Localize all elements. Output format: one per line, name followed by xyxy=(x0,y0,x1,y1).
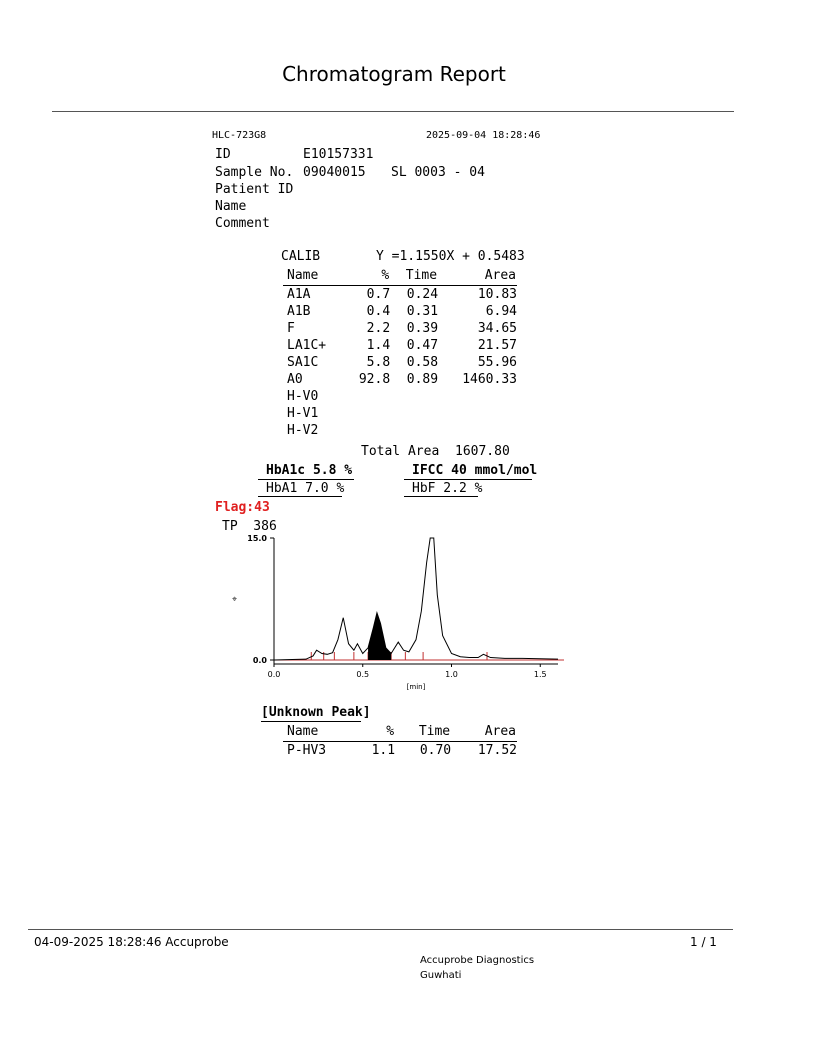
unknown-peak-title: [Unknown Peak] xyxy=(261,705,371,720)
cell-area: 21.57 xyxy=(477,338,517,353)
page-title: Chromatogram Report xyxy=(282,62,506,86)
footer-lab-city: Guwhati xyxy=(420,970,462,981)
footer-page: 1 / 1 xyxy=(690,935,717,949)
x-tick-label: 0.0 xyxy=(267,670,281,679)
table.row-row xyxy=(283,286,517,304)
table.row-row xyxy=(283,388,517,405)
cell-pct: 0.7 xyxy=(366,287,391,302)
field-sample-extra: SL 0003 - 04 xyxy=(391,165,485,180)
cell-time: 0.24 xyxy=(406,287,439,302)
footer-left: 04-09-2025 18:28:46 Accuprobe xyxy=(34,935,229,949)
hba1-result: HbA1 7.0 % xyxy=(266,481,345,496)
field-comment-label: Comment xyxy=(215,216,270,231)
calib-equation: Y =1.1550X + 0.5483 xyxy=(376,249,525,264)
cell-time: 0.31 xyxy=(406,304,439,319)
footer-lab-name: Accuprobe Diagnostics xyxy=(420,955,535,966)
col-time: Time xyxy=(405,268,438,283)
cell-name: H-V1 xyxy=(287,406,319,421)
table.row-row xyxy=(283,337,517,354)
cell-pct: 1.1 xyxy=(371,743,396,758)
cell-area: 34.65 xyxy=(477,321,517,336)
chromatogram-chart xyxy=(230,530,570,695)
flag-text: Flag:43 xyxy=(215,500,270,515)
table.row-row xyxy=(283,405,517,422)
cell-time: 0.47 xyxy=(406,338,439,353)
table.row-row xyxy=(283,422,517,439)
top-divider xyxy=(52,111,734,112)
table.row-row xyxy=(283,354,517,371)
total-area-value: 1607.80 xyxy=(455,444,510,459)
cell-pct: 1.4 xyxy=(366,338,391,353)
cell-name: SA1C xyxy=(287,355,319,370)
cell-time xyxy=(390,388,438,405)
cell-pct xyxy=(345,388,390,405)
col-pct: % xyxy=(381,268,390,283)
cell-name: A1A xyxy=(287,287,311,302)
table.row-row xyxy=(283,371,517,388)
hba1c-underline xyxy=(258,479,354,480)
cell-name: P-HV3 xyxy=(287,743,327,758)
cell-time: 0.39 xyxy=(406,321,439,336)
ifcc-underline xyxy=(404,479,532,480)
cell-pct xyxy=(345,405,390,422)
tp-value: TP 386 xyxy=(222,519,277,534)
total-area-label: Total Area xyxy=(361,444,440,459)
y-axis-icon: ⌖ xyxy=(232,595,238,605)
cell-area xyxy=(438,405,517,422)
bottom-divider xyxy=(28,929,733,930)
cell-name: LA1C+ xyxy=(287,338,327,353)
cell-area: 55.96 xyxy=(477,355,517,370)
cell-time: 0.58 xyxy=(406,355,439,370)
field-sample-value: 09040015 xyxy=(303,165,366,180)
uk-col-area: Area xyxy=(484,724,516,739)
uk-col-time: Time xyxy=(418,724,451,739)
cell-pct xyxy=(345,422,390,439)
cell-pct: 92.8 xyxy=(358,372,391,387)
y-tick-label: 0.0 xyxy=(252,656,267,665)
x-tick-label: 0.5 xyxy=(356,670,370,679)
results-table xyxy=(283,266,517,439)
chromatogram-trace xyxy=(274,538,558,660)
instrument-name: HLC-723G8 xyxy=(212,130,267,141)
field-name-label: Name xyxy=(215,199,247,214)
report-datetime: 2025-09-04 18:28:46 xyxy=(426,130,541,141)
cell-name: A0 xyxy=(287,372,303,387)
field-id-value: E10157331 xyxy=(303,147,374,162)
y-tick-label: 15.0 xyxy=(247,534,267,543)
cell-pct: 5.8 xyxy=(366,355,391,370)
uk-col-pct: % xyxy=(386,724,395,739)
hba1c-result: HbA1c 5.8 % xyxy=(266,463,353,478)
field-sample-label: Sample No. xyxy=(215,165,294,180)
cell-name: H-V2 xyxy=(287,423,319,438)
table.row-row xyxy=(283,320,517,337)
cell-name: A1B xyxy=(287,304,311,319)
cell-area: 1460.33 xyxy=(462,372,517,387)
hbf-underline xyxy=(404,496,478,497)
cell-area xyxy=(438,422,517,439)
hbf-result: HbF 2.2 % xyxy=(412,481,483,496)
cell-pct: 0.4 xyxy=(366,304,391,319)
cell-pct: 2.2 xyxy=(366,321,391,336)
cell-area: 6.94 xyxy=(485,304,517,319)
field-id-label: ID xyxy=(215,147,231,162)
cell-time: 0.70 xyxy=(419,743,452,758)
ifcc-result: IFCC 40 mmol/mol xyxy=(412,463,538,478)
uk-col-name: Name xyxy=(287,724,319,739)
col-name: Name xyxy=(287,268,319,283)
cell-area: 10.83 xyxy=(477,287,517,302)
col-area: Area xyxy=(484,268,516,283)
calib-label: CALIB xyxy=(281,249,321,264)
hba1-underline xyxy=(258,496,342,497)
unknown-peak-table xyxy=(283,722,517,759)
cell-time: 0.89 xyxy=(406,372,439,387)
field-patient-label: Patient ID xyxy=(215,182,294,197)
x-axis-label: [min] xyxy=(406,683,426,691)
unknown_peak.row-row xyxy=(283,742,517,760)
cell-area: 17.52 xyxy=(477,743,517,758)
cell-name: F xyxy=(287,321,295,336)
cell-name: H-V0 xyxy=(287,389,319,404)
table.row-row xyxy=(283,303,517,320)
cell-time xyxy=(390,405,438,422)
x-tick-label: 1.0 xyxy=(445,670,458,679)
x-tick-label: 1.5 xyxy=(533,670,547,679)
cell-time xyxy=(390,422,438,439)
cell-area xyxy=(438,388,517,405)
